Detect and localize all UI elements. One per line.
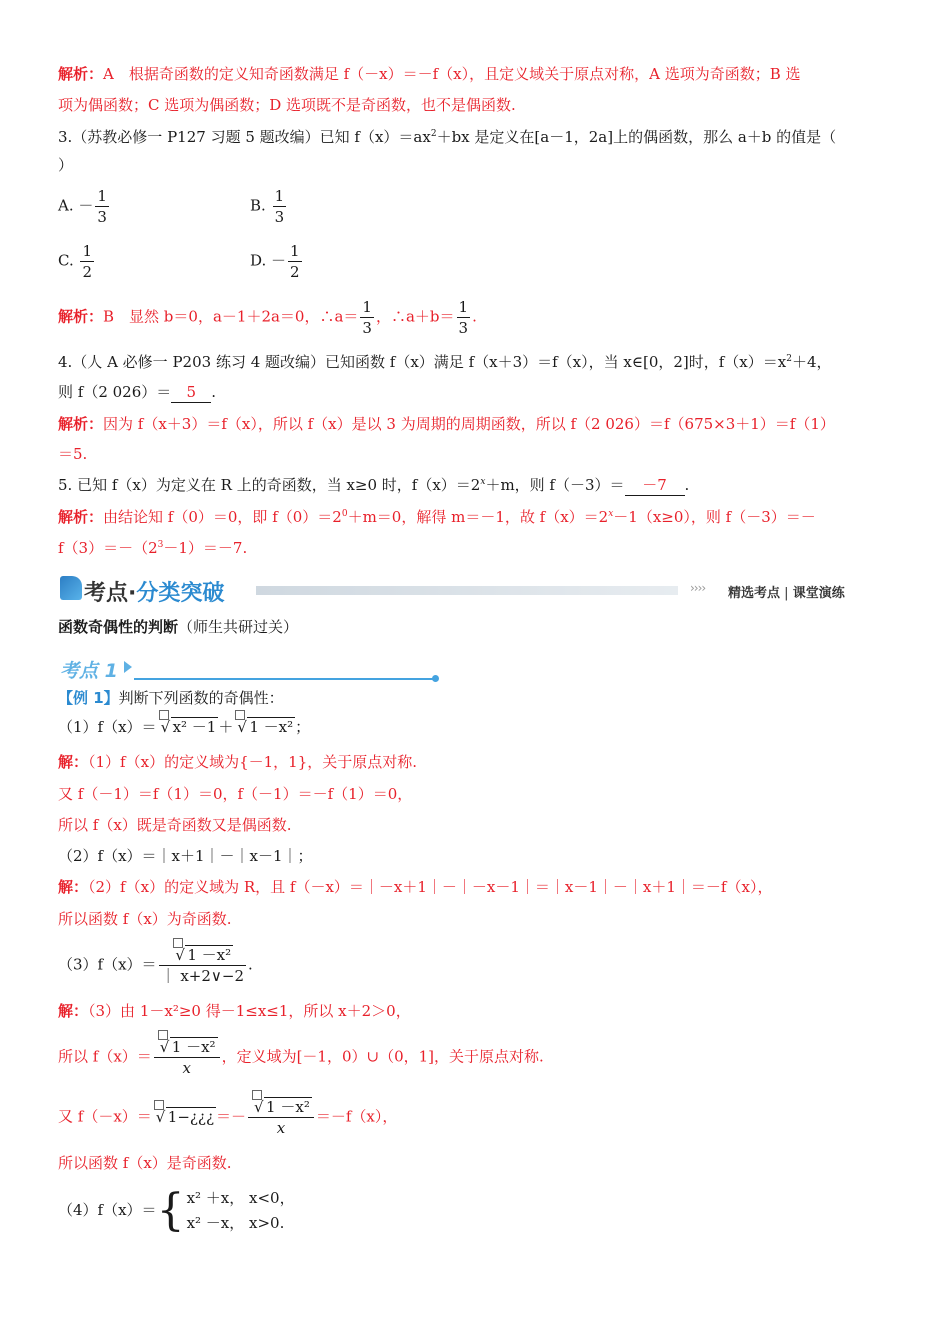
example1-sol3-c: 又 f（－x）＝ √ 1−¿¿¿ ＝－ √ 1 －x² x ＝－f（x），: [58, 1097, 397, 1138]
section-heading: 函数奇偶性的判断（师生共研过关）: [58, 618, 299, 636]
example1-part3: （3）f（x）＝ √ 1 －x² ｜ x+2∨−2 .: [58, 945, 253, 986]
case-1: x² ＋x， x<0，: [186, 1189, 295, 1207]
banner-icon: [60, 576, 82, 600]
kaodian-label: 考点 1: [58, 656, 438, 682]
example1-stem: 【例 1】判断下列函数的奇偶性：: [58, 689, 284, 707]
example1-sol2-a: 解：（2）f（x）的定义域为 R，且 f（－x）＝｜－x＋1｜－｜－x－1｜＝｜x－1｜－｜x＋1｜＝－f（x），: [58, 878, 773, 896]
example1-sol1-b: 又 f（－1）＝f（1）＝0，f（－1）＝－f（1）＝0，: [58, 785, 413, 803]
q3-option-b: B. $\frac{1}{3}$: [250, 187, 285, 226]
q4-analysis-line1: 解析：因为 f（x＋3）＝f（x），所以 f（x）是以 3 为周期的周期函数，所以 f（2 026）＝f（675×3＋1）＝f（1）: [58, 415, 835, 433]
q5-stem: 5. 已知 f（x）为定义在 R 上的奇函数，当 x≥0 时，$f(x)=2^x+m$，则 f（－3）＝ －7 .: [58, 476, 690, 494]
q3-option-c: C. $\frac{1}{2}$: [58, 242, 93, 281]
chevrons-icon: ››››: [690, 581, 706, 595]
q3-analysis: 解析：B 显然 b＝0，a－1＋2a＝0，∴a＝ $\frac{1}{3}$ ，∴a＋b＝ $\frac{1}{3}$ .: [58, 298, 477, 337]
q5-answer-blank: －7: [625, 475, 685, 496]
q3-option-d: D. － $\frac{1}{2}$: [250, 242, 300, 281]
section-banner: [58, 572, 858, 606]
banner-right-text: 精选考点 | 课堂演练: [728, 586, 845, 601]
example1-part1: （1）f（x）＝ √ x² －1 ＋ √ 1 －x² ；: [58, 717, 310, 737]
example1-sol1-a: 解：（1）f（x）的定义域为{－1，1}，关于原点对称.: [58, 753, 418, 771]
case-2: x² －x， x>0.: [186, 1214, 285, 1232]
example1-sol1-c: 所以 f（x）既是奇函数又是偶函数.: [58, 816, 292, 834]
q5-analysis-line2: $f(3)=-(2^3-1)=-7$.: [58, 539, 248, 557]
example1-sol3-a: 解：（3）由 1－x²≥0 得－1≤x≤1，所以 x＋2＞0，: [58, 1002, 411, 1020]
q3-option-a: A. － $\frac{1}{3}$: [58, 187, 107, 226]
kaodian-dot: [432, 675, 439, 682]
q4-analysis-line2: ＝5.: [58, 445, 88, 463]
banner-title: 考点·分类突破: [84, 581, 225, 606]
q4-answer-blank: 5: [171, 382, 211, 403]
q4-stem: 4.（人 A 必修一 P203 练习 4 题改编）已知函数 f（x）满足 f（x＋3）＝f（x），当 x∈[0，2]时，$f(x)=x^2+4$，: [58, 353, 832, 371]
triangle-icon: [124, 661, 132, 673]
example1-sol3-b: 所以 f（x）＝ √ 1 －x² x ，定义域为[－1，0）∪（0，1]，关于原点对称.: [58, 1037, 544, 1078]
example1-part2: （2）f（x）＝｜x＋1｜－｜x－1｜；: [58, 847, 313, 865]
q2-analysis-line2: 项为偶函数；C 选项为偶函数；D 选项既不是奇函数，也不是偶函数.: [58, 96, 516, 114]
kaodian-underline: [134, 678, 434, 680]
q3-stem: 3.（苏教必修一 P127 习题 5 题改编）已知 $f(x)=ax^2+bx$ 是定义在[a－1，2a]上的偶函数，那么 a＋b 的值是（: [58, 128, 837, 146]
q3-stem-tail: ）: [58, 156, 74, 174]
q2-analysis-line1: 解析：A 根据奇函数的定义知奇函数满足 f（－x）＝－f（x），且定义域关于原点对称，A 选项为奇函数；B 选: [58, 65, 801, 83]
example1-sol3-d: 所以函数 f（x）是奇函数.: [58, 1154, 232, 1172]
brace-symbol: {: [156, 1185, 185, 1236]
example1-part4: （4）f（x）＝{ x² ＋x， x<0， x² －x， x>0.: [58, 1185, 295, 1236]
q5-analysis-line1: 解析：由结论知 f（0）＝0，即 $f(0)=2^0+m=0$，解得 m＝－1，故 $f(x)=2^x-1(x\ge 0)$，则 f（－3）＝－: [58, 508, 816, 526]
banner-divider-bar: [256, 586, 678, 595]
q4-stem-2: 则 f（2 026）＝ 5 .: [58, 383, 217, 401]
example1-sol2-b: 所以函数 f（x）为奇函数.: [58, 910, 232, 928]
